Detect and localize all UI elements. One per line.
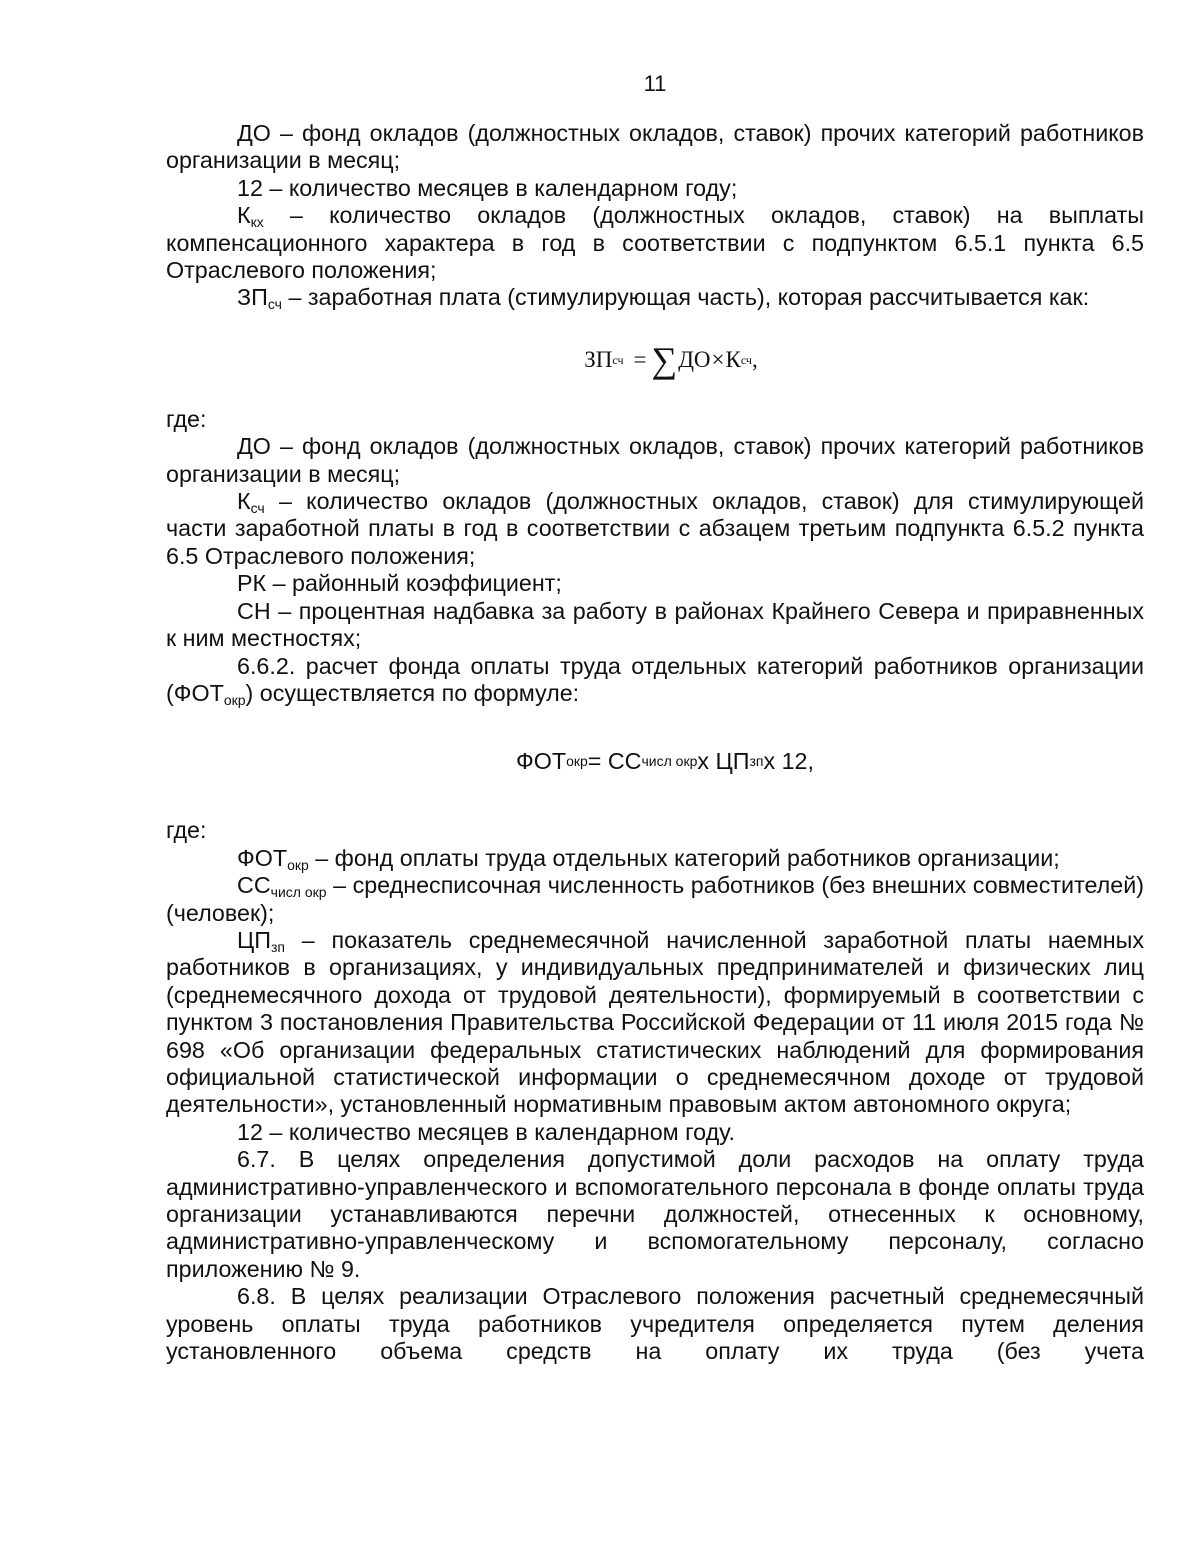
multiply-symbol: × <box>711 347 725 373</box>
definition-text: – фонд оплаты труда отдельных категорий работников организации; <box>308 844 1060 871</box>
document-body <box>166 120 1144 1365</box>
term-ss: СС <box>237 872 271 899</box>
definition-text: – показатель среднемесячной начисленной заработной платы наемных работников в организациях, у индивидуальных предпринимателей и физических лиц (среднемесячного дохода от трудовой деятельности), формируемый в соответствии с пунктом 3 постановления Правительства Российской Федерации от 11 июля 2015 года № 698 «Об организации федеральных статистических наблюдений для формирования официальной статистической информации о среднемесячном доходе от трудовой деятельности», установленный нормативным правовым актом автономного округа; <box>166 926 1144 1118</box>
formula-zp-sch: ЗП сч = ∑ ДО × К сч , <box>584 339 758 380</box>
paragraph-6-8: 6.8. В целях реализации Отраслевого положения расчетный среднемесячный уровень оплаты труда работников учредителя определяется путем деления установленного объема средств на оплату их труда (без учета <box>166 1283 1144 1365</box>
definition-text: – фонд окладов (должностных окладов, ставок) прочих категорий работников организации в месяц; <box>166 433 1144 487</box>
paragraph-ss-definition <box>166 872 1144 927</box>
where-label-1: где: <box>166 405 207 432</box>
formula-tail: х 12, <box>763 747 814 774</box>
where-label-2: где: <box>166 817 207 844</box>
term-k: К <box>237 488 251 515</box>
definition-text: – фонд окладов (должностных окладов, ставок) прочих категорий работников организации в месяц; <box>166 120 1144 174</box>
term-k: К <box>237 202 251 229</box>
paragraph-cp-definition <box>166 927 1144 1119</box>
paragraph-6-7: 6.7. В целях определения допустимой доли расходов на оплату труда административно-управленческого и вспомогательного персонала в фонде оплаты труда организации устанавливаются перечни должностей, отнесенных к основному, административно-управленческому и вспомогательному персоналу, согласно приложению № 9. <box>166 1146 1144 1282</box>
paragraph-do-definition <box>166 120 1144 175</box>
formula-equals: = <box>633 347 647 373</box>
formula-term-k: К <box>725 347 741 373</box>
section-text-tail: ) осуществляется по формуле: <box>245 679 580 706</box>
definition-text: – среднесписочная численность работников (без внешних совместителей) (человек); <box>166 872 1144 926</box>
subscript-zp: зп <box>270 938 285 955</box>
paragraph-ksch-definition <box>166 488 1144 570</box>
definition-text: – количество месяцев в календарном году; <box>262 174 738 201</box>
subscript-sch: сч <box>250 500 265 517</box>
formula-ss: = СС <box>587 747 642 774</box>
paragraph-zpsch-definition <box>166 284 1144 311</box>
formula-tail: , <box>751 347 758 373</box>
page-number: 11 <box>643 71 667 96</box>
definition-text: – заработная плата (стимулирующая часть), которая рассчитывается как: <box>281 284 1090 311</box>
term-zp: ЗП <box>237 284 268 311</box>
paragraph-kkh-definition <box>166 202 1144 284</box>
paragraph-6-6-2 <box>166 653 1144 708</box>
subscript-kh: кх <box>250 214 264 231</box>
section-text: 6.6.2. расчет фонда оплаты труда отдельных категорий работников организации (ФОТ <box>166 652 1144 706</box>
term-12: 12 <box>237 174 263 201</box>
term-fot: ФОТ <box>237 844 288 871</box>
paragraph-sn-definition: СН – процентная надбавка за работу в районах Крайнего Севера и приравненных к ним местностях; <box>166 597 1144 652</box>
paragraph-do-definition-2 <box>166 433 1144 488</box>
term-do: ДО <box>237 120 271 146</box>
subscript-chisl-okr: числ окр <box>270 884 327 901</box>
subscript-sch: сч <box>267 296 282 313</box>
formula-fot-okr: ФОТ окр = СС числ окр х ЦП зп х 12, <box>515 747 814 774</box>
formula-lhs: ЗП <box>584 347 613 373</box>
paragraph-fot-definition <box>166 845 1144 872</box>
formula-term-do: ДО <box>678 347 711 373</box>
definition-text: – количество окладов (должностных окладов, ставок) для стимулирующей части заработной платы в год в соответствии с абзацем третьим подпункта 6.5.2 пункта 6.5 Отраслевого положения; <box>166 488 1144 569</box>
subscript-okr: окр <box>287 856 309 873</box>
paragraph-12-months-2: 12 – количество месяцев в календарном году. <box>237 1118 735 1145</box>
paragraph-rk-definition: РК – районный коэффициент; <box>237 570 562 597</box>
subscript-okr: окр <box>223 691 246 708</box>
formula-fot: ФОТ <box>515 747 567 774</box>
paragraph-12-months <box>166 175 1144 202</box>
term-do: ДО <box>237 433 271 460</box>
definition-text: – количество окладов (должностных окладов, ставок) на выплаты компенсационного характера в год в соответствии с подпунктом 6.5.1 пункта 6.5 Отраслевого положения; <box>166 202 1144 284</box>
term-cp: ЦП <box>237 926 271 953</box>
formula-cp: х ЦП <box>697 747 750 774</box>
